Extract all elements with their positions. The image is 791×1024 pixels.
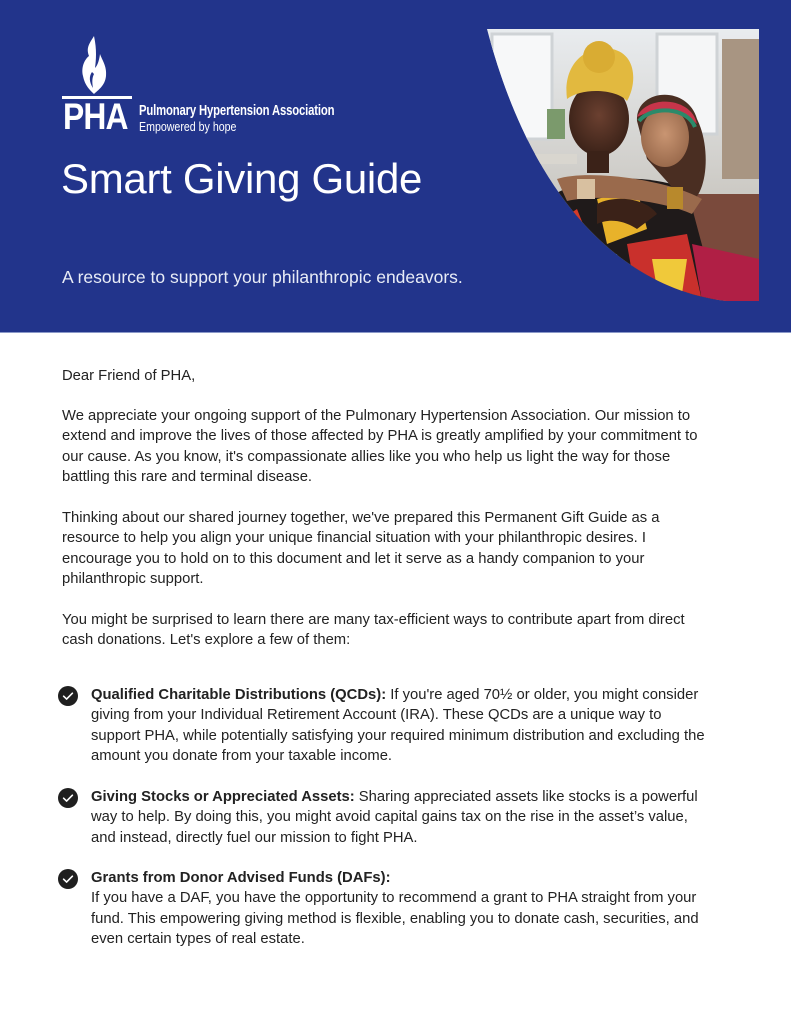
option-text: Sharing appreciated assets like stocks is a powerful way to help. By doing this, you might avoid capital gains tax on the rise in the asset’s value, and instead, directly fuel our mission to fight PHA.	[91, 789, 698, 846]
page-subtitle: A resource to support your philanthropic endeavors.	[62, 267, 463, 287]
check-circle-icon	[58, 788, 78, 808]
option-heading: Grants from Donor Advised Funds (DAFs):	[91, 870, 391, 886]
option-text: If you're aged 70½ or older, you might consider giving from your Individual Retirement Account (IRA). These QCDs are a unique way to support PHA, while potentially satisfying your required minimum distribution and excluding the amount you donate from your taxable income.	[91, 687, 705, 765]
check-circle-icon	[58, 686, 78, 706]
greeting: Dear Friend of PHA,	[62, 368, 196, 384]
flame-icon	[80, 36, 108, 94]
option-heading: Giving Stocks or Appreciated Assets:	[91, 789, 355, 805]
page-title: Smart Giving Guide	[61, 155, 423, 202]
check-circle-icon	[58, 869, 78, 889]
pha-logo	[60, 36, 340, 136]
paragraph: Thinking about our shared journey together, we've prepared this Permanent Gift Guide as a resource to help you align your unique financial situation with your philanthropic desires. I encourage you to hold on to this document and let it serve as a handy companion to your philanthropic support.	[62, 510, 660, 588]
header-banner	[0, 0, 791, 333]
org-tagline: Empowered by hope	[139, 120, 237, 134]
paragraph: You might be surprised to learn there are many tax-efficient ways to contribute apart from direct cash donations. Let's explore a few of them:	[62, 612, 685, 649]
option-heading: Qualified Charitable Distributions (QCDs):	[91, 687, 387, 703]
paragraph: We appreciate your ongoing support of the Pulmonary Hypertension Association. Our mission to extend and improve the lives of those affected by PHA is greatly amplified by your commitment to our cause. As you know, it's compassionate allies like you who help us light the way for those battling this rare and terminal disease.	[62, 408, 698, 486]
option-text: If you have a DAF, you have the opportunity to recommend a grant to PHA straight from your fund. This empowering giving method is flexible, enabling you to donate cash, securities, and even certain types of real estate.	[91, 890, 699, 948]
org-name: Pulmonary Hypertension Association	[139, 103, 335, 119]
hero-photo	[487, 29, 759, 301]
logo-abbr: PHA	[63, 96, 128, 137]
